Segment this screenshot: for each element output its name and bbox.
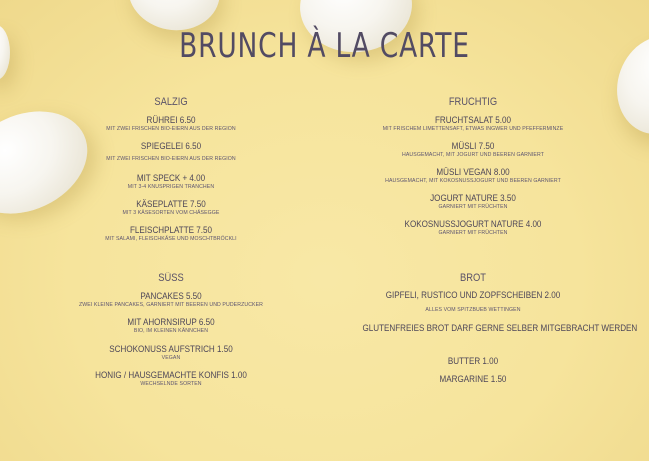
item-name: RÜHREI 6.50 [146,115,196,126]
item-name: PANCAKES 5.50 [140,291,202,302]
section-heading: SALZIG [154,96,188,108]
menu-item [343,357,603,367]
item-description: GARNIERT MIT FRÜCHTEN [438,229,508,236]
egg-decoration [603,23,649,146]
item-name: MARGARINE 1.50 [439,374,507,385]
item-name: GLUTENFREIES BROT DARF GERNE SELBER MITGEBRACHT WERDEN [362,323,638,334]
item-description: BIO, IM KLEINEN KÄNNCHEN [133,327,209,334]
item-description: VEGAN [161,354,181,361]
item-name: FRUCHTSALAT 5.00 [435,115,511,126]
menu-item [41,318,301,334]
menu-item [41,345,301,361]
section-suess [41,0,301,461]
item-name: MÜSLI 7.50 [451,141,495,152]
item-description: MIT SALAMI, FLEISCHKÄSE UND MOSCHTBRÖCKLI [105,235,237,242]
item-description: MIT ZWEI FRISCHEN BIO-EIERN AUS DER REGION [106,155,236,162]
egg-decoration [0,25,10,80]
item-description: HAUSGEMACHT, MIT JOGURT UND BEEREN GARNIERT [402,151,544,158]
item-name: HONIG / HAUSGEMACHTE KONFIS 1.00 [95,370,247,381]
section-heading: FRUCHTIG [448,96,498,108]
item-name: JOGURT NATURE 3.50 [430,193,516,204]
item-name: GIPFELI, RUSTICO UND ZOPFSCHEIBEN 2.00 [385,290,561,301]
section-heading: BROT [460,272,486,284]
item-description: MIT 3 KÄSESORTEN VOM CHÄSEGGE [122,209,220,216]
item-name: KÄSEPLATTE 7.50 [136,199,206,210]
item-name: KOKOSNUSSJOGURT NATURE 4.00 [404,219,542,230]
item-description: MIT FRISCHEM LIMETTENSAFT, ETWAS INGWER UND PFEFFERMINZE [382,125,564,132]
item-name: MÜSLI VEGAN 8.00 [436,167,510,178]
item-name: MIT AHORNSIRUP 6.50 [127,317,215,328]
item-description: WECHSELNDE SORTEN [140,380,202,387]
item-description: GARNIERT MIT FRÜCHTEN [438,203,508,210]
item-description: MIT ZWEI FRISCHEN BIO-EIERN AUS DER REGION [106,125,236,132]
item-description: ALLES VOM SPITZBUEB WETTINGEN [425,306,521,313]
item-description: ZWEI KLEINE PANCAKES, GARNIERT MIT BEEREN UND PUDERZUCKER [78,301,264,308]
menu-title: BRUNCH À LA CARTE [179,26,470,66]
menu-item [343,291,603,313]
item-name: SCHOKONUSS AUFSTRICH 1.50 [109,344,233,355]
item-name: FLEISCHPLATTE 7.50 [130,225,212,236]
item-description: MIT 3-4 KNUSPRIGEN TRANCHEN [127,183,215,190]
menu-item [343,323,638,334]
menu-item [343,375,603,385]
item-name: BUTTER 1.00 [447,356,499,367]
section-brot [343,0,638,461]
section-heading: SÜSS [158,272,184,284]
item-description: HAUSGEMACHT, MIT KOKOSNUSSJOGURT UND BEEREN GARNIERT [385,177,561,184]
menu-item [41,292,301,308]
item-name: SPIEGELEI 6.50 [140,141,202,152]
menu-item [41,371,301,387]
item-name: MIT SPECK + 4.00 [136,173,206,184]
